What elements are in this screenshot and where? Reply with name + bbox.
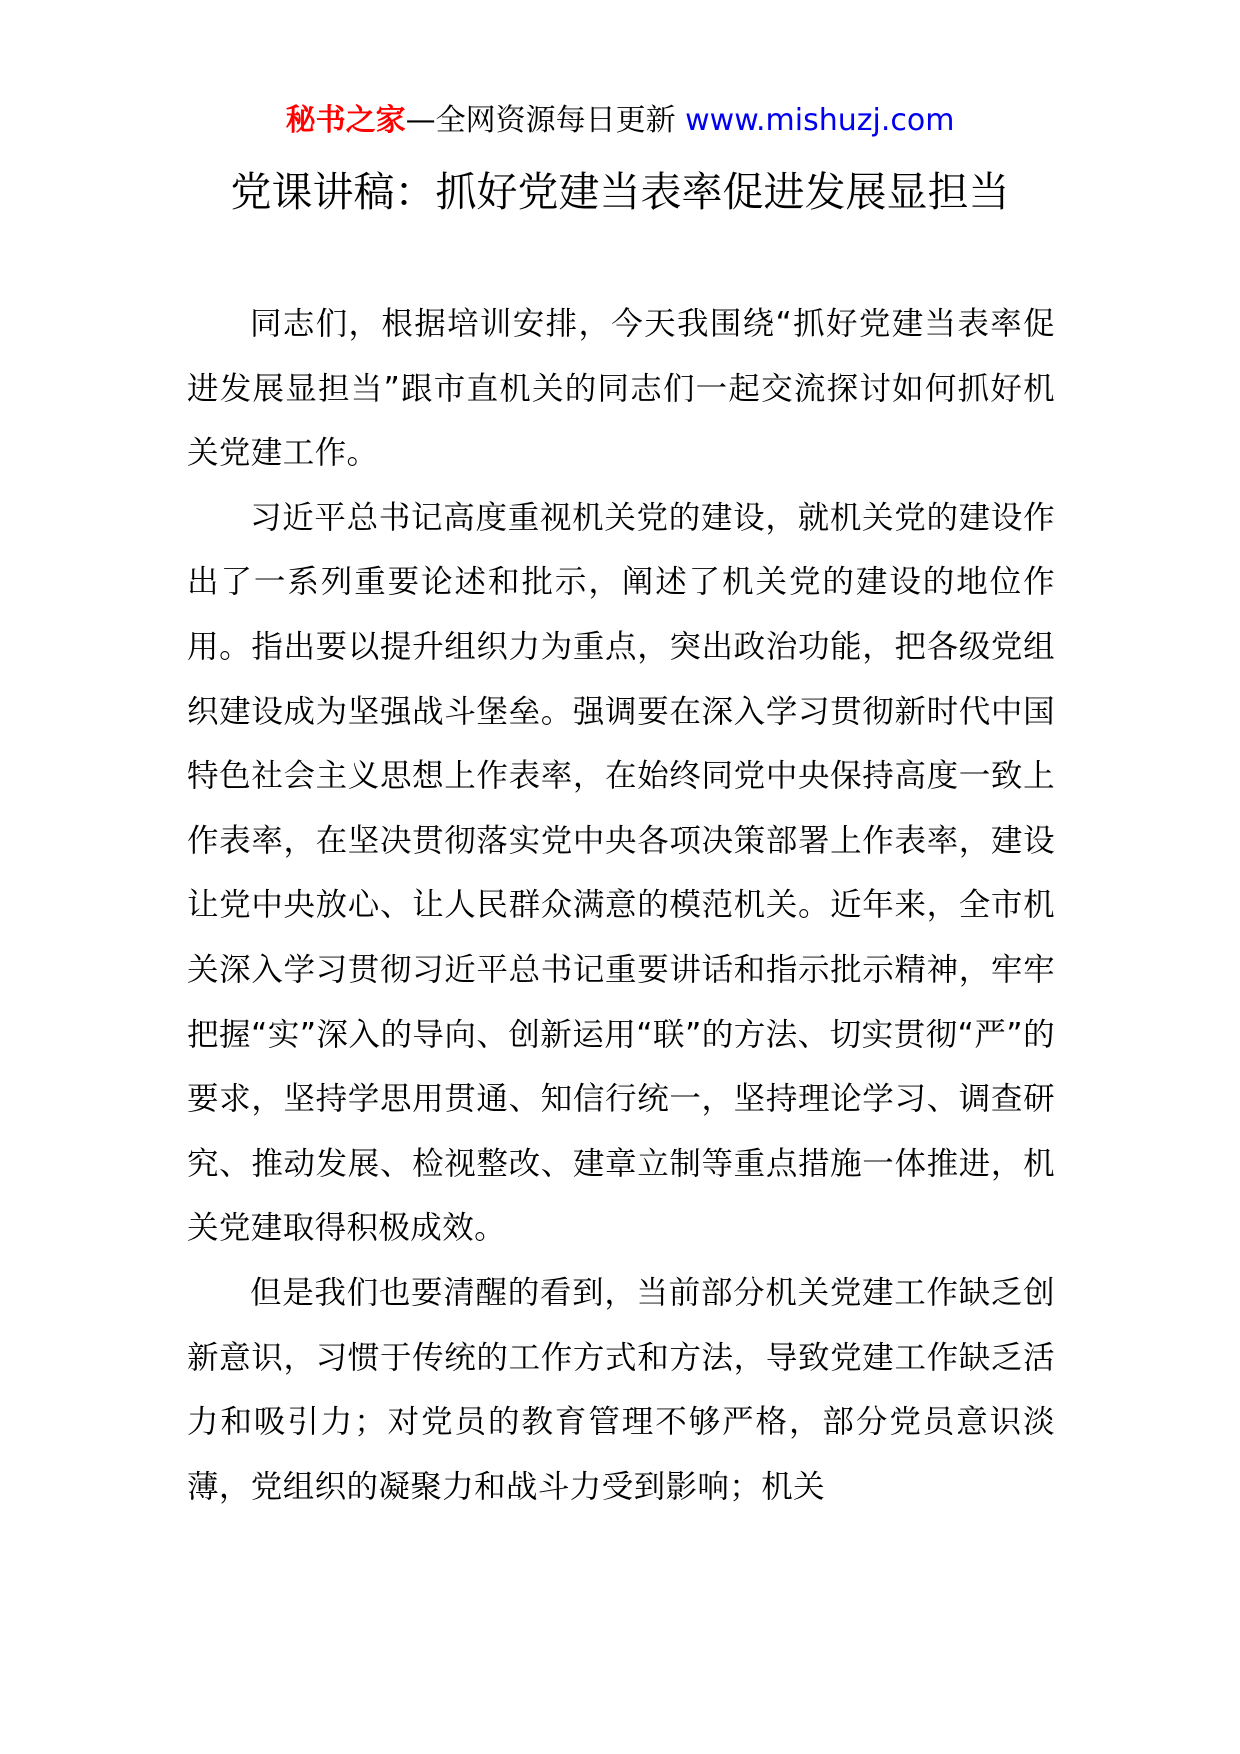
paragraph-problems: 但是我们也要清醒的看到，当前部分机关党建工作缺乏创新意识，习惯于传统的工作方式和方法，导致党建工作缺乏活力和吸引力；对党员的教育管理不够严格，部分党员意识淡薄，党组织的凝聚力和战斗力受到影响；机关	[187, 1274, 1055, 1505]
document-body	[187, 292, 1055, 1519]
paragraph-intro: 同志们，根据培训安排，今天我围绕“抓好党建当表率促进发展显担当”跟市直机关的同志们一起交流探讨如何抓好机关党建工作。	[187, 306, 1055, 472]
site-url-link[interactable]: www.mishuzj.com	[685, 103, 955, 138]
site-tagline: —全网资源每日更新	[405, 103, 686, 138]
paragraph-background: 习近平总书记高度重视机关党的建设，就机关党的建设作出了一系列重要论述和批示，阐述了机关党的建设的地位作用。指出要以提升组织力为重点，突出政治功能，把各级党组织建设成为坚强战斗堡垒。强调要在深入学习贯彻新时代中国特色社会主义思想上作表率，在始终同党中央保持高度一致上作表率，在坚决贯彻落实党中央各项决策部署上作表率，建设让党中央放心、让人民群众满意的模范机关。近年来，全市机关深入学习贯彻习近平总书记重要讲话和指示批示精神，牢牢把握“实”深入的导向、创新运用“联”的方法、切实贯彻“严”的要求，坚持学思用贯通、知信行统一，坚持理论学习、调查研究、推动发展、检视整改、建章立制等重点措施一体推进，机关党建取得积极成效。	[187, 499, 1055, 1247]
site-brand: 秘书之家	[285, 103, 406, 138]
site-header	[0, 101, 1240, 141]
document-title: 党课讲稿：抓好党建当表率促进发展显担当	[230, 168, 1010, 216]
